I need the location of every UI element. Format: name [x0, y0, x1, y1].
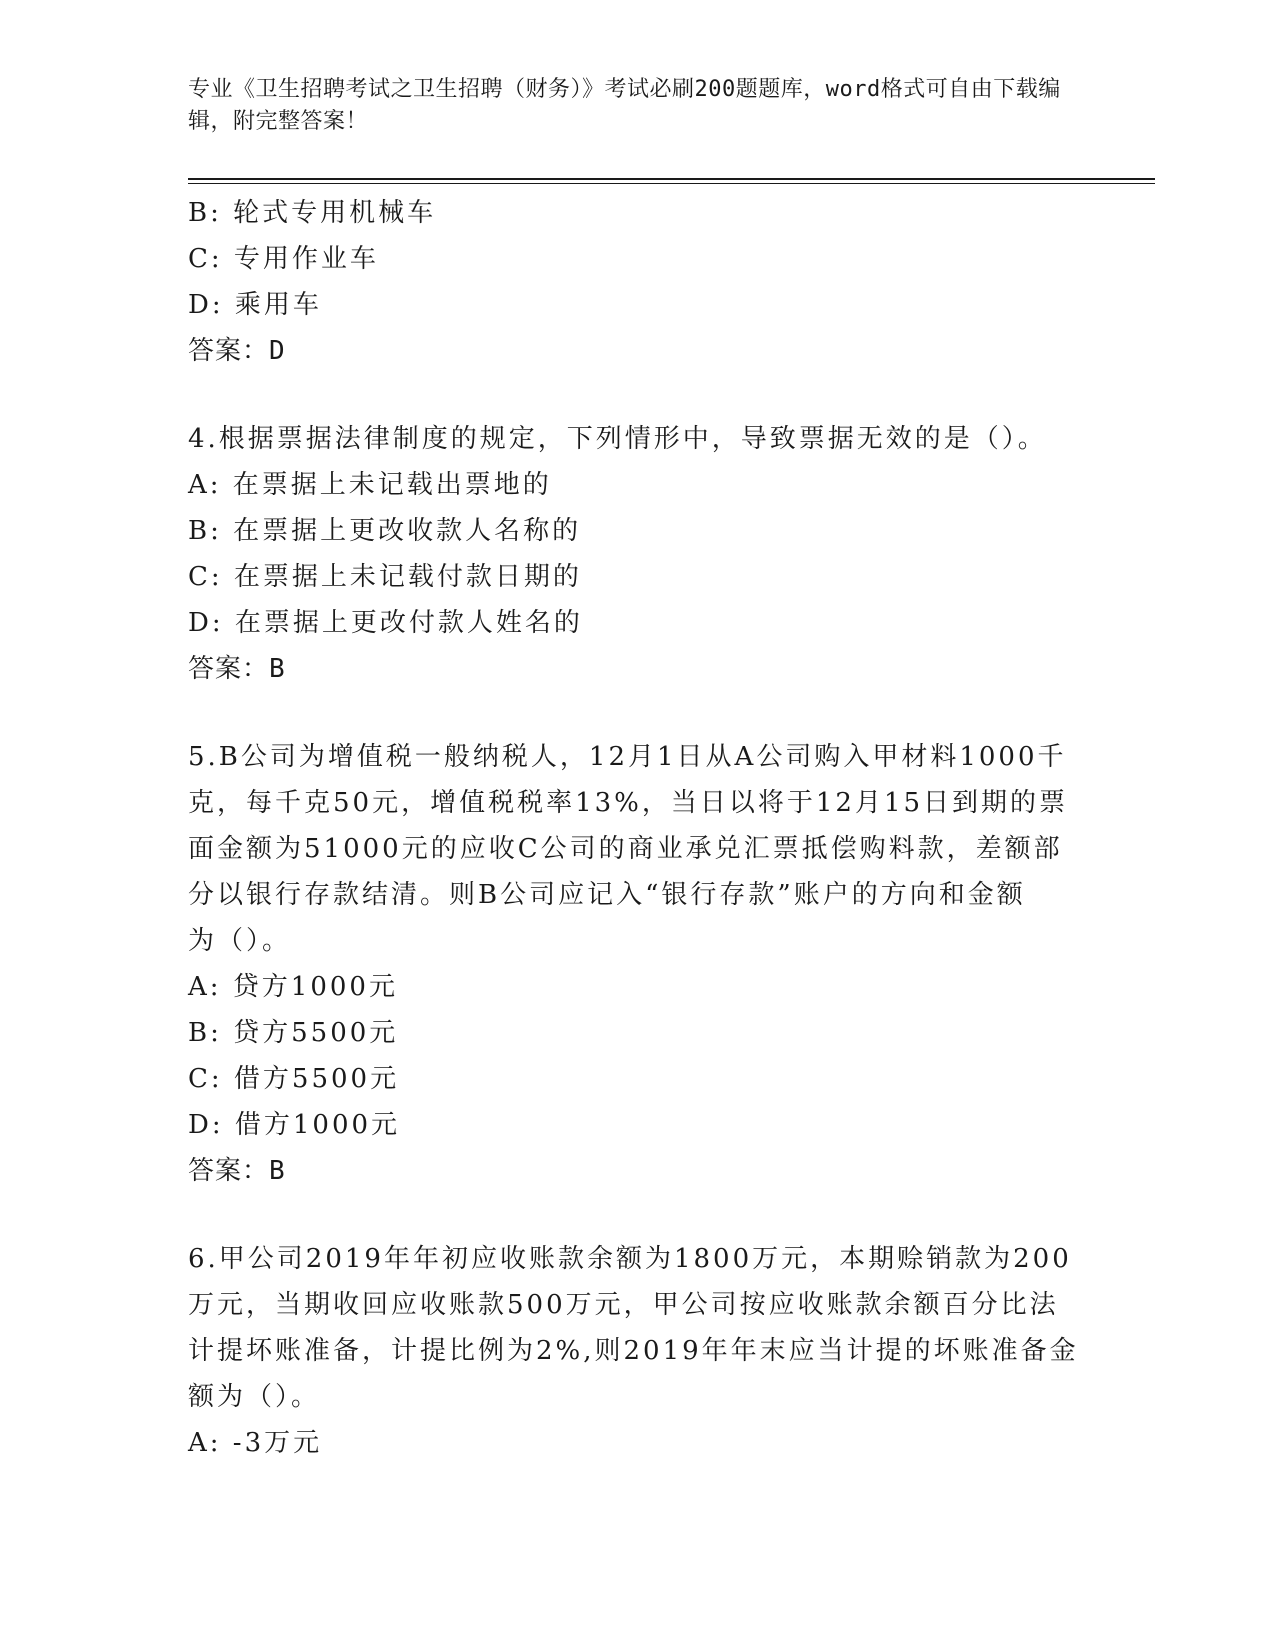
question-6: [188, 1236, 1088, 1466]
answer: 答案：B: [188, 1156, 286, 1186]
option-b: B: 轮式专用机械车: [188, 198, 437, 228]
question-stem: [188, 1236, 1088, 1420]
stem-line: 计提坏账准备，计提比例为2%,则2019年年末应当计提的坏账准备金: [188, 1336, 1079, 1366]
question-stem: [188, 734, 1088, 964]
header-divider-thin: [188, 183, 1155, 184]
option-c: C: 在票据上未记载付款日期的: [188, 562, 582, 592]
header-divider-thick: [188, 178, 1155, 180]
stem-line: 万元，当期收回应收账款500万元，甲公司按应收账款余额百分比法: [188, 1290, 1059, 1320]
stem-line: 为（）。: [188, 926, 292, 956]
answer: 答案：B: [188, 654, 286, 684]
option-d: D: 在票据上更改付款人姓名的: [188, 608, 583, 638]
option-b: B: 贷方5500元: [188, 1018, 399, 1048]
option-a: A: -3万元: [188, 1428, 323, 1458]
stem-line: 额为（）。: [188, 1382, 321, 1412]
question-5: [188, 734, 1088, 1194]
question-list: [188, 190, 1088, 1466]
option-a: A: 贷方1000元: [188, 972, 398, 1002]
question-stem: [188, 416, 1088, 462]
option-c: C: 专用作业车: [188, 244, 379, 274]
question-3-continuation: [188, 190, 1088, 374]
option-c: C: 借方5500元: [188, 1064, 400, 1094]
stem-line: 面金额为51000元的应收C公司的商业承兑汇票抵偿购料款，差额部: [188, 834, 1063, 864]
option-a: A: 在票据上未记载出票地的: [188, 470, 552, 500]
question-4: [188, 416, 1088, 692]
option-b: B: 在票据上更改收款人名称的: [188, 516, 582, 546]
stem-line: 5.B公司为增值税一般纳税人，12月1日从A公司购入甲材料1000千: [188, 742, 1067, 772]
option-d: D: 乘用车: [188, 290, 322, 320]
option-d: D: 借方1000元: [188, 1110, 401, 1140]
stem-line: 6.甲公司2019年年初应收账款余额为1800万元，本期赊销款为200: [188, 1244, 1072, 1274]
answer: 答案：D: [188, 336, 286, 366]
stem-line: 克，每千克50元，增值税税率13%，当日以将于12月15日到期的票: [188, 788, 1069, 818]
stem-line: 4.根据票据法律制度的规定，下列情形中，导致票据无效的是（）。: [188, 424, 1047, 454]
page-header: 专业《卫生招聘考试之卫生招聘（财务）》考试必刷200题题库，word格式可自由下载编辑，附完整答案！: [188, 77, 1061, 134]
stem-line: 分以银行存款结清。则B公司应记入“银行存款”账户的方向和金额: [188, 880, 1026, 910]
